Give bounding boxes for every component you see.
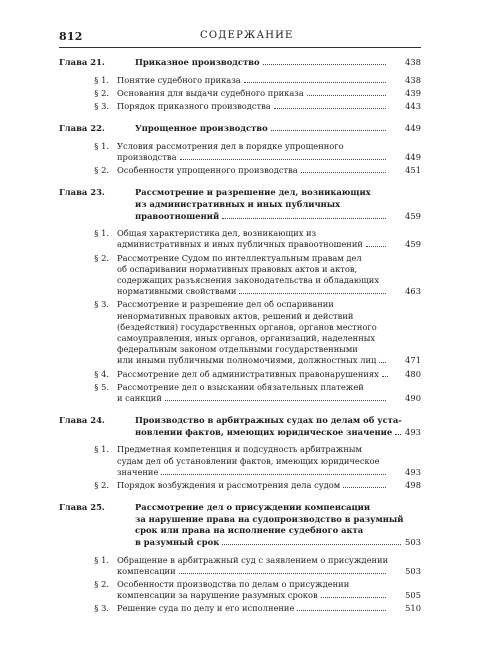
section-title-line: Предметная компетенция и подсудность арбитражным [117, 444, 362, 455]
dot-leader [382, 375, 388, 377]
chapter-title-line: Упрощенное производство [135, 123, 268, 134]
chapter-title-line: Рассмотрение и разрешение дел, возникающих [135, 187, 371, 198]
section-title-line: ненормативных правовых актов, решений и действий [117, 310, 354, 321]
section-title-line: административных и иных публичных правоотношений [117, 239, 363, 250]
section-title-line: Порядок приказного производства [117, 101, 271, 111]
section-page-number: 459 [405, 239, 421, 250]
section-entry [59, 101, 421, 112]
section-entry [59, 603, 421, 614]
section-number: § 1. [94, 554, 109, 565]
chapter-title-line: правоотношений [135, 210, 220, 221]
running-title: СОДЕРЖАНИЕ [200, 30, 294, 41]
section-title-line: Рассмотрение и разрешение дел об оспаривании [117, 299, 334, 310]
section-number: § 1. [94, 74, 109, 85]
chapter-page-number: 503 [405, 537, 421, 548]
section-number: § 1. [94, 444, 109, 455]
section-title-line: или иными публичными полномочиями, должностных лиц [117, 355, 377, 366]
table-of-contents [59, 57, 421, 615]
section-title-line: Условия рассмотрения дел в порядке упрощенного [117, 140, 344, 151]
chapter-title-line: Производство в арбитражных судах по делам об уста- [135, 415, 402, 426]
section-number: § 5. [94, 381, 109, 392]
chapter-number: Глава 25. [59, 502, 105, 513]
section-title-line: Особенности упрощенного производства [117, 165, 298, 176]
chapter-page-number: 459 [405, 210, 421, 221]
section-title-line: производства [117, 152, 177, 162]
section-entry [59, 228, 421, 250]
section-title-line: нормативными свойствами [117, 286, 237, 297]
dot-leader [301, 171, 386, 173]
dot-leader [244, 81, 386, 83]
dot-leader [307, 94, 386, 96]
section-title-line: об оспаривании нормативных правовых актов и актов, [117, 263, 358, 274]
section-entry [59, 480, 421, 491]
chapter-title-line: Рассмотрение дел о присуждении компенсации [135, 502, 371, 513]
section-entry [59, 165, 421, 176]
section-title-line: федеральным законом отдельными государственными [117, 344, 358, 355]
section-title-line: Порядок возбуждения и рассмотрения дела судом [117, 480, 341, 491]
section-page-number: 493 [405, 466, 421, 477]
section-page-number: 439 [405, 87, 421, 98]
section-title-line: Решение суда по делу и его исполнение [117, 603, 295, 614]
section-title-line: Рассмотрение дел об административных правонарушениях [117, 368, 379, 379]
section-title-line: Основания для выдачи судебного приказа [117, 87, 304, 98]
dot-leader [165, 399, 386, 401]
section-entry [59, 369, 421, 380]
chapter-entry [59, 187, 421, 222]
dot-leader [297, 609, 386, 611]
dot-leader [274, 107, 386, 109]
chapter-title-line: из административных и иных публичных [135, 199, 341, 209]
chapter-title-line: за нарушение права на судопроизводство в разумный [135, 513, 404, 524]
page-number: 812 [59, 30, 83, 43]
dot-leader [263, 63, 386, 65]
chapter-number: Глава 22. [59, 123, 105, 134]
section-number: § 2. [94, 165, 109, 176]
section-number: § 4. [94, 368, 109, 379]
section-page-number: 510 [405, 603, 421, 614]
chapter-page-number: 493 [405, 426, 421, 437]
section-number: § 3. [94, 101, 109, 111]
section-number: § 1. [94, 228, 109, 239]
header-rule [59, 47, 421, 48]
section-page-number: 505 [405, 590, 421, 601]
section-number: § 1. [94, 140, 109, 151]
dot-leader [161, 473, 386, 475]
chapter-entry [59, 57, 421, 69]
section-page-number: 480 [405, 368, 421, 379]
section-page-number: 438 [405, 74, 421, 85]
chapter-title-line: в разумный срок [135, 537, 220, 548]
dot-leader [271, 129, 386, 131]
section-number: § 2. [94, 480, 109, 491]
section-title-line: Обращение в арбитражный суд с заявлением о присуждении [117, 554, 389, 565]
section-number: § 2. [94, 579, 109, 590]
section-entry [59, 88, 421, 99]
dot-leader [379, 361, 386, 363]
section-entry [59, 299, 421, 366]
section-entry [59, 382, 421, 404]
dot-leader [180, 158, 386, 160]
section-title-line: самоуправления, иных органов, организаций, наделенных [117, 333, 376, 344]
dot-leader [366, 245, 386, 247]
dot-leader [222, 217, 386, 219]
chapter-entry [59, 123, 421, 135]
section-entry [59, 141, 421, 163]
dot-leader [222, 543, 400, 545]
section-page-number: 490 [405, 393, 421, 404]
section-title-line: (бездействия) государственных органов, органов местного [117, 321, 377, 332]
section-title-line: содержащих разъяснения законодательства и обладающих [117, 275, 380, 285]
section-title-line: Рассмотрение Судом по интеллектуальным правам дел [117, 252, 362, 263]
section-page-number: 471 [405, 355, 421, 366]
chapter-entry [59, 415, 421, 438]
section-number: § 3. [94, 603, 109, 614]
chapter-number: Глава 23. [59, 187, 105, 198]
dot-leader [321, 596, 386, 598]
section-number: § 2. [94, 252, 109, 263]
dot-leader [239, 292, 386, 294]
section-page-number: 443 [405, 101, 421, 111]
section-title-line: значение [117, 466, 159, 477]
section-number: § 2. [94, 87, 109, 98]
section-title-line: Понятие судебного приказа [117, 74, 241, 85]
chapter-number: Глава 24. [59, 415, 105, 426]
dot-leader [179, 572, 386, 574]
chapter-page-number: 438 [405, 57, 421, 67]
chapter-title-line: Приказное производство [135, 57, 260, 67]
chapter-page-number: 449 [405, 123, 421, 134]
dot-leader [343, 486, 386, 488]
section-title-line: Особенности производства по делам о присуждении [117, 579, 350, 590]
chapter-title-line: срок или права на исполнение судебного акта [135, 525, 364, 536]
section-page-number: 451 [405, 165, 421, 176]
section-title-line: Общая характеристика дел, возникающих из [117, 228, 317, 239]
section-title-line: судам дел об установлении фактов, имеющих юридическое [117, 455, 380, 466]
section-page-number: 498 [405, 480, 421, 491]
section-page-number: 449 [405, 152, 421, 162]
section-entry [59, 579, 421, 601]
section-title-line: и санкций [117, 393, 162, 404]
section-entry [59, 75, 421, 86]
section-entry [59, 444, 421, 478]
section-number: § 3. [94, 299, 109, 310]
section-title-line: Рассмотрение дел о взыскании обязательных платежей [117, 381, 364, 392]
section-page-number: 503 [405, 565, 421, 576]
section-title-line: компенсации [117, 565, 176, 576]
section-entry [59, 253, 421, 298]
chapter-title-line: новлении фактов, имеющих юридическое значение [135, 426, 393, 437]
chapter-number: Глава 21. [59, 57, 105, 67]
chapter-entry [59, 502, 421, 548]
section-page-number: 463 [405, 286, 421, 297]
section-entry [59, 555, 421, 577]
section-title-line: компенсации за нарушение разумных сроков [117, 590, 318, 601]
